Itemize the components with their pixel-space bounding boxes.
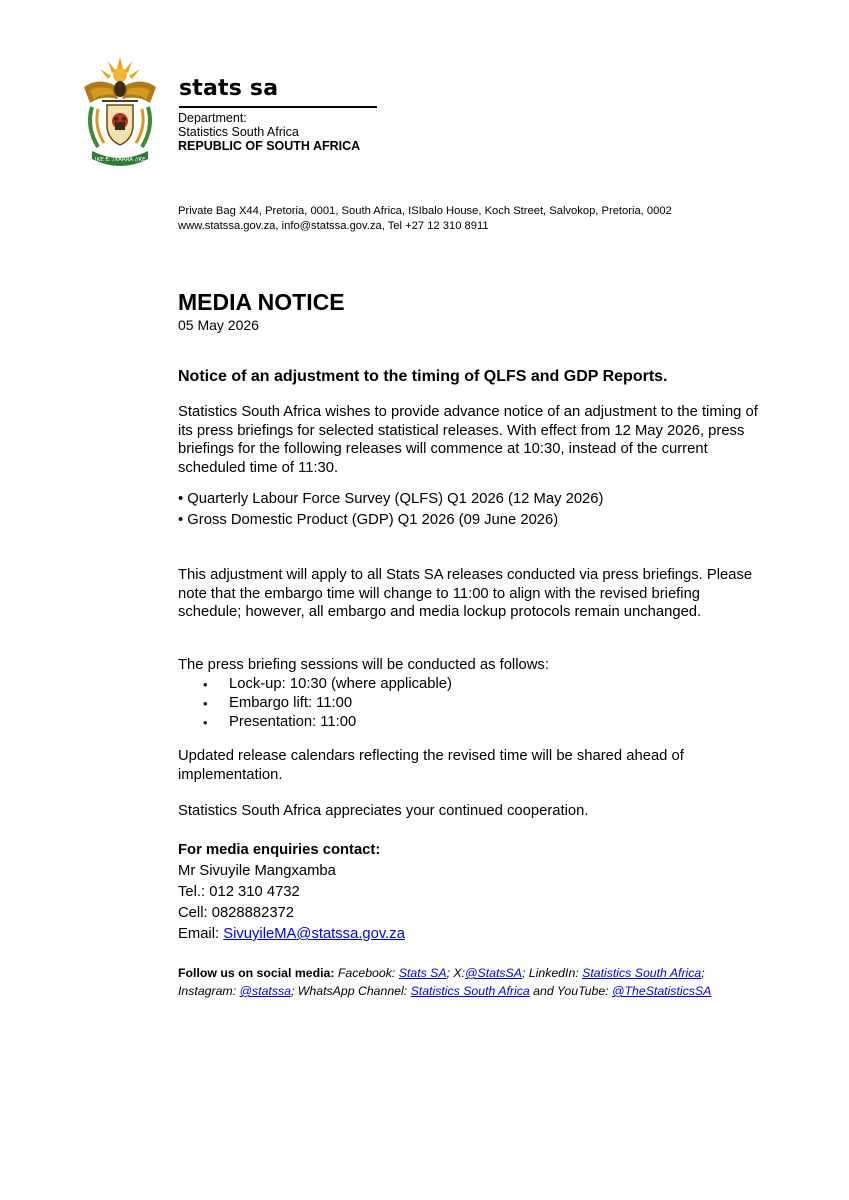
- whatsapp-label: ; WhatsApp Channel:: [290, 984, 411, 998]
- facebook-link[interactable]: Stats SA: [398, 966, 447, 980]
- youtube-label: and YouTube:: [529, 984, 613, 998]
- x-link[interactable]: @StatsSA: [465, 966, 522, 980]
- social-line-1: [178, 965, 705, 981]
- appreciation-paragraph: Statistics South Africa appreciates your continued cooperation.: [178, 803, 589, 819]
- calendar-paragraph: Updated release calendars reflecting the revised time will be shared ahead of implementation.: [178, 748, 684, 783]
- linkedin-link[interactable]: Statistics South Africa: [582, 966, 702, 980]
- department-name: Statistics South Africa: [178, 125, 299, 139]
- instagram-link[interactable]: @statssa: [239, 984, 291, 998]
- release-item-gdp: • Gross Domestic Product (GDP) Q1 2026 (09 June 2026): [178, 512, 559, 528]
- email-label: Email:: [178, 926, 224, 942]
- session-item-embargo: Embargo lift: 11:00: [229, 695, 353, 711]
- x-label: ; X:: [446, 966, 466, 980]
- contact-cell: Cell: 0828882372: [178, 905, 295, 921]
- instagram-label: Instagram:: [178, 984, 240, 998]
- facebook-label: Facebook:: [334, 966, 399, 980]
- brand-name: stats sa: [179, 76, 279, 101]
- whatsapp-link[interactable]: Statistics South Africa: [410, 984, 530, 998]
- notice-title: MEDIA NOTICE: [178, 289, 345, 315]
- embargo-paragraph: This adjustment will apply to all Stats SA releases conducted via press briefings. Please note that the embargo time will change to 11:00 to align with the revised briefing schedule; however, all embargo and media lockup protocols remain unchanged.: [178, 567, 753, 620]
- intro-paragraph: Statistics South Africa wishes to provide advance notice of an adjustment to the timing of its press briefings for selected statistical releases. With effect from 12 May 2026, press briefings for the following releases will commence at 10:30, instead of the current scheduled time of 11:30.: [178, 404, 758, 476]
- release-item-qlfs: • Quarterly Labour Force Survey (QLFS) Q1 2026 (12 May 2026): [178, 491, 604, 507]
- sessions-intro: The press briefing sessions will be conducted as follows:: [178, 657, 549, 673]
- contact-heading: For media enquiries contact:: [178, 842, 381, 858]
- coat-of-arms-logo: [80, 55, 160, 167]
- bullet-icon: •: [203, 715, 208, 730]
- republic-name: REPUBLIC OF SOUTH AFRICA: [178, 139, 361, 153]
- email-link[interactable]: SivuyileMA@statssa.gov.za: [223, 926, 405, 942]
- contact-line: www.statssa.gov.za, info@statssa.gov.za, Tel +27 12 310 8911: [178, 220, 489, 232]
- postal-address: Private Bag X44, Pretoria, 0001, South Africa, ISIbalo House, Koch Street, Salvokop, Pretoria, 0002: [178, 205, 672, 217]
- contact-email-line: [178, 924, 405, 944]
- bullet-icon: •: [203, 677, 208, 692]
- notice-date: 05 May 2026: [178, 317, 259, 333]
- department-label: Department:: [178, 111, 247, 125]
- crest-motto-text: !KE E: /XARRA //KE: [94, 157, 146, 163]
- separator: ;: [701, 966, 705, 980]
- social-line-2: [178, 983, 711, 999]
- brand-divider: [179, 106, 377, 108]
- contact-tel: Tel.: 012 310 4732: [178, 884, 300, 900]
- linkedin-label: ; LinkedIn:: [521, 966, 583, 980]
- notice-subject: Notice of an adjustment to the timing of QLFS and GDP Reports.: [178, 368, 668, 385]
- session-item-lockup: Lock-up: 10:30 (where applicable): [229, 676, 452, 692]
- social-heading: Follow us on social media:: [178, 966, 335, 980]
- session-item-presentation: Presentation: 11:00: [229, 714, 357, 730]
- youtube-link[interactable]: @TheStatisticsSA: [612, 984, 712, 998]
- contact-name: Mr Sivuyile Mangxamba: [178, 863, 336, 879]
- bullet-icon: •: [203, 696, 208, 711]
